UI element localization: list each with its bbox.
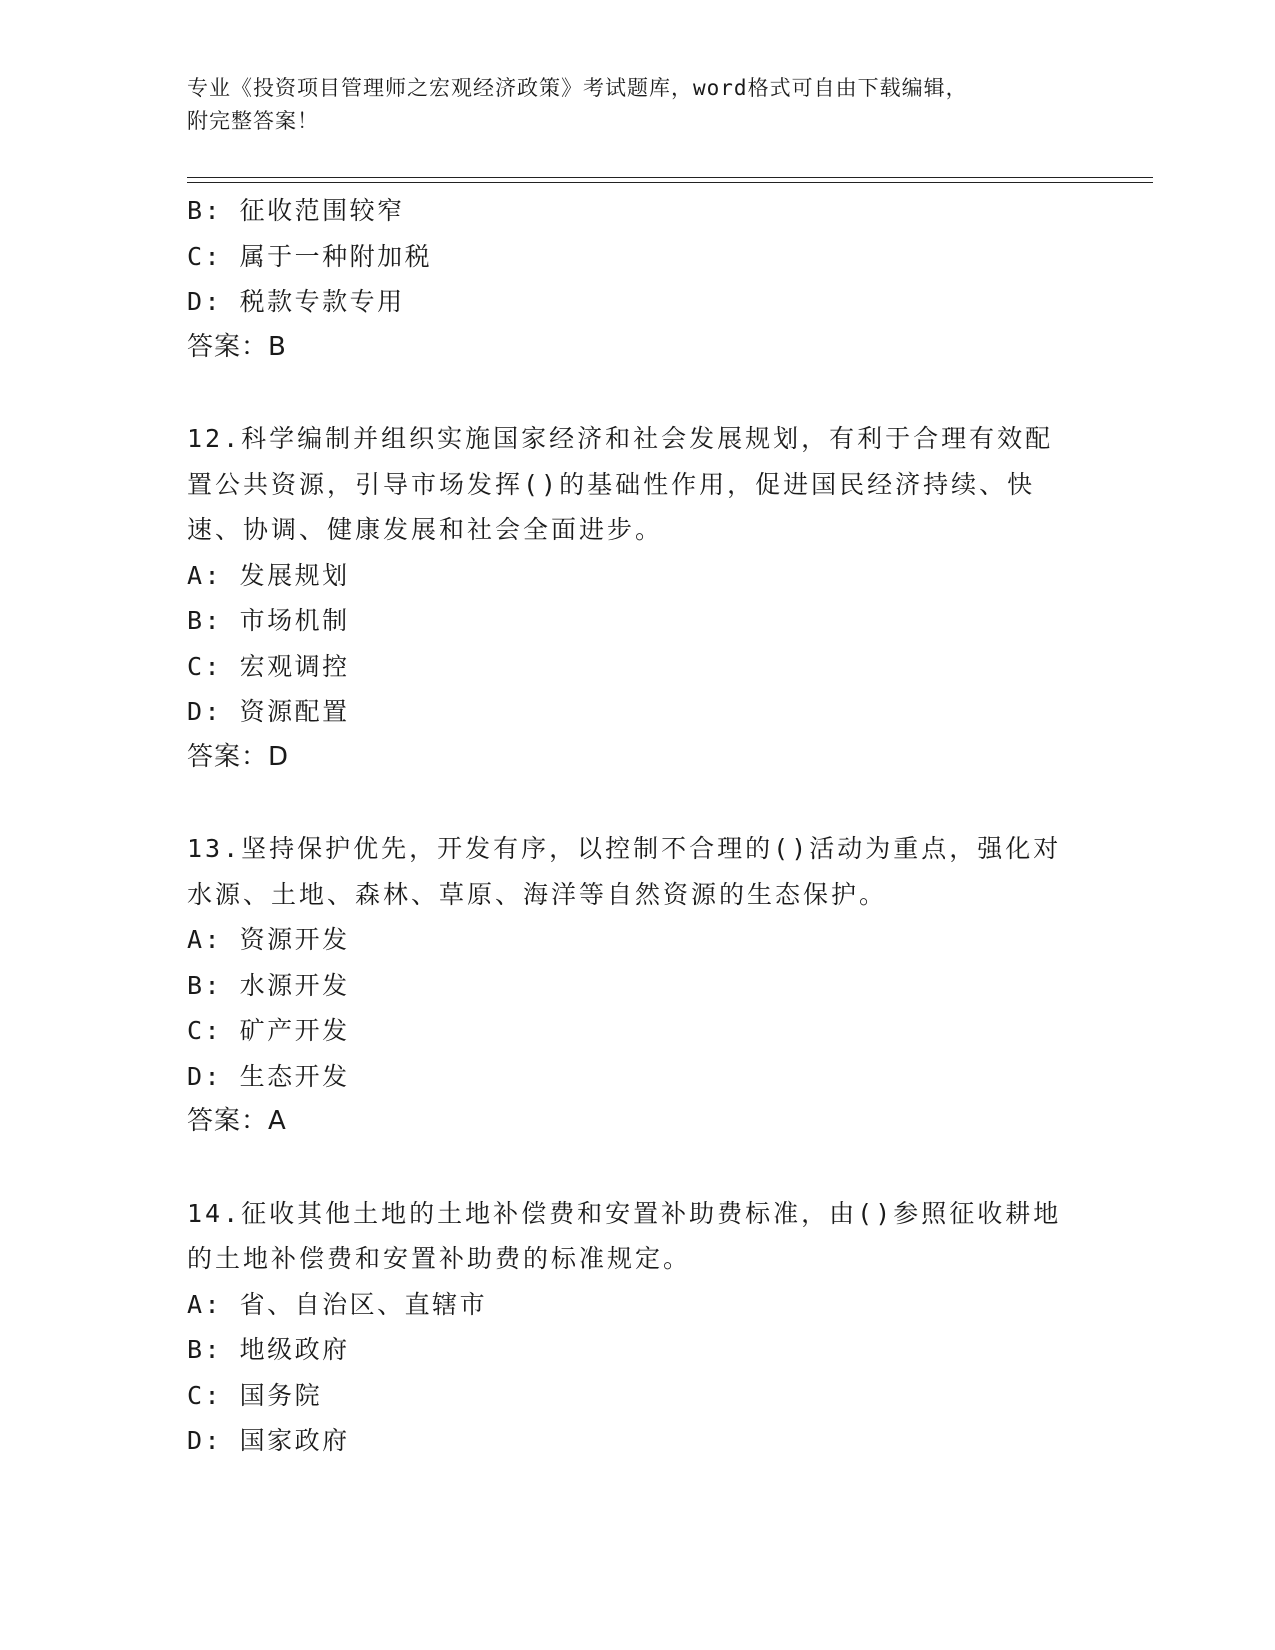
document-header: [187, 72, 1067, 138]
answer: 答案：A: [187, 1106, 287, 1136]
question-13: [187, 826, 1087, 1145]
option-d: D: 生态开发: [187, 1061, 350, 1091]
option-c: C: 国务院: [187, 1380, 323, 1410]
header-line-1: 专业《投资项目管理师之宏观经济政策》考试题库，word格式可自由下载编辑，: [187, 76, 968, 100]
option-d: D: 国家政府: [187, 1426, 350, 1455]
option-c: C: 矿产开发: [187, 1016, 350, 1045]
option-d: D: 税款专款专用: [187, 287, 405, 316]
option-b: B: 市场机制: [187, 606, 350, 635]
question-stem: 14.征收其他土地的土地补偿费和安置补助费标准，由()参照征收耕地的土地补偿费和安置补助费的标准规定。: [187, 1198, 1062, 1273]
option-b: B: 水源开发: [187, 970, 350, 1000]
option-c: C: 属于一种附加税: [187, 241, 433, 271]
option-d: D: 资源配置: [187, 697, 350, 726]
question-stem: 12.科学编制并组织实施国家经济和社会发展规划，有利于合理有效配置公共资源，引导市场发挥()的基础性作用，促进国民经济持续、快速、协调、健康发展和社会全面进步。: [187, 424, 1054, 544]
option-a: A: 资源开发: [187, 925, 350, 954]
question-list: [187, 188, 1087, 1464]
question-11: [187, 188, 1087, 370]
header-divider: [187, 177, 1153, 183]
option-b: B: 征收范围较窄: [187, 196, 405, 225]
option-b: B: 地级政府: [187, 1335, 350, 1364]
option-a: A: 省、自治区、直辖市: [187, 1289, 488, 1319]
question-12: [187, 416, 1087, 780]
option-a: A: 发展规划: [187, 560, 350, 590]
question-14: [187, 1191, 1087, 1464]
answer: 答案：B: [187, 331, 287, 362]
option-c: C: 宏观调控: [187, 651, 350, 681]
answer: 答案：D: [187, 741, 290, 772]
question-stem: 13.坚持保护优先，开发有序，以控制不合理的()活动为重点，强化对水源、土地、森林、草原、海洋等自然资源的生态保护。: [187, 834, 1062, 909]
header-line-2: 附完整答案！: [187, 109, 319, 133]
